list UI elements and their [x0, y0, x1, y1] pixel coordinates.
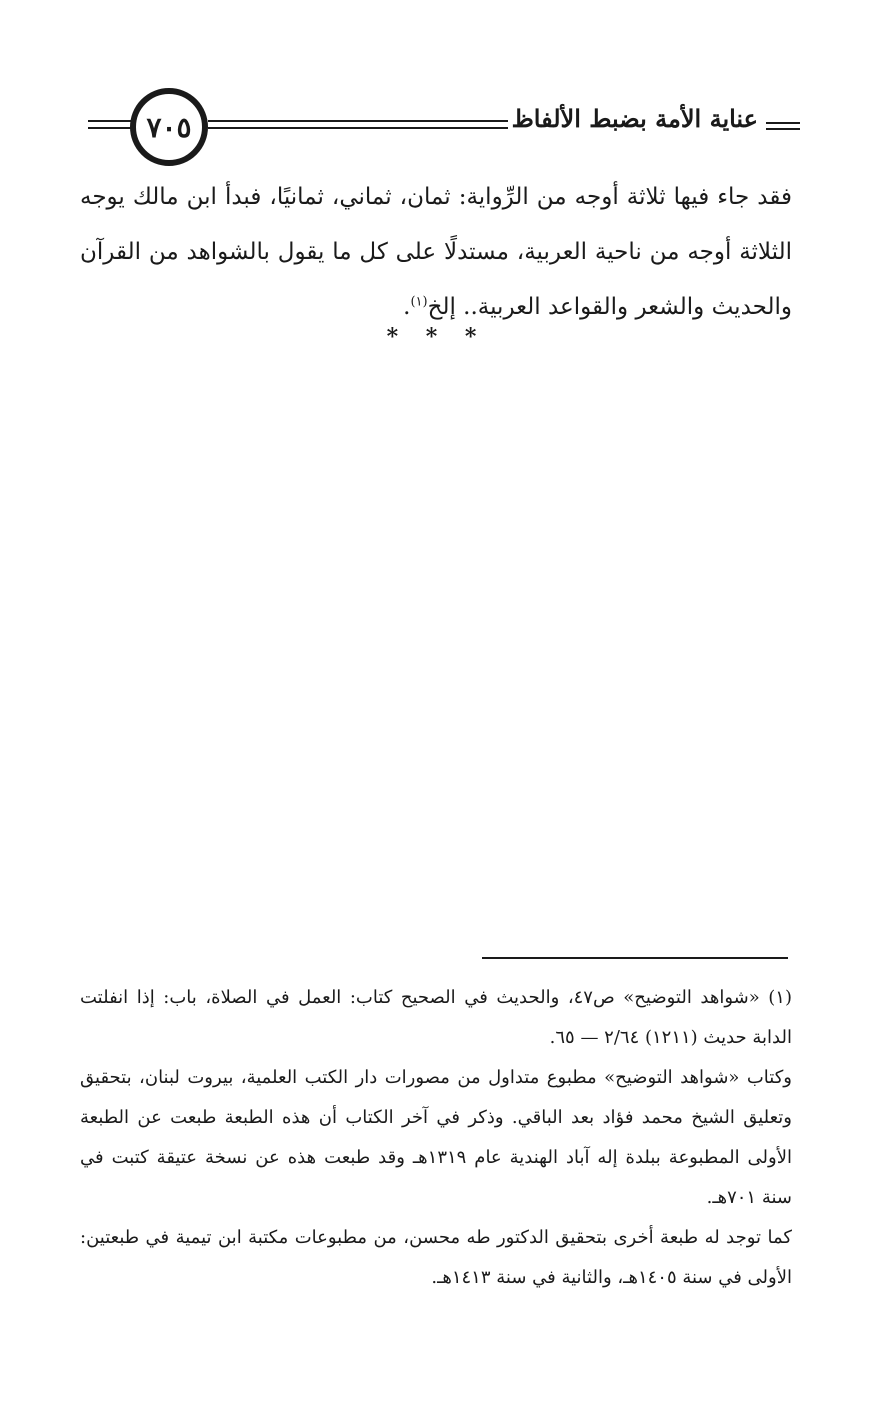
- header-rule-left: [88, 120, 132, 129]
- footnotes: [80, 978, 792, 1298]
- body-end-period: .: [403, 294, 411, 320]
- footnote-reference: (١): [410, 294, 428, 310]
- page-header: [80, 82, 800, 168]
- footnote-1-part-2: وكتاب «شواهد التوضيح» مطبوع متداول من مصورات دار الكتب العلمية، بيروت لبنان، بتحقيق وتعليق الشيخ محمد فؤاد بعد الباقي. وذكر في آخر الكتاب أن هذه الطبعة طبعت عن الطبعة الأولى المطبوعة ببلدة إله آباد الهندية عام ١٣١٩هـ وقد طبعت هذه عن نسخة عتيقة كتبت في سنة ٧٠١هـ.: [80, 1067, 792, 1208]
- header-rule-middle: [208, 120, 508, 129]
- body-paragraph: [80, 170, 792, 335]
- main-text: [80, 170, 792, 335]
- footnote-1-part-3: كما توجد له طبعة أخرى بتحقيق الدكتور طه محسن، من مطبوعات مكتبة ابن تيمية في طبعتين: الأولى في سنة ١٤٠٥هـ، والثانية في سنة ١٤١٣هـ.: [80, 1227, 792, 1288]
- page-number: ٧٠٥: [146, 110, 192, 144]
- page-number-badge: [130, 88, 208, 166]
- body-paragraph-text: فقد جاء فيها ثلاثة أوجه من الرِّواية: ثمان، ثماني، ثمانيًا، فبدأ ابن مالك يوجه الثلاثة أوجه من ناحية العربية، مستدلًا على كل ما يقول بالشواهد من القرآن والحديث والشعر والقواعد العربية.. إلخ: [80, 184, 792, 320]
- section-separator: * * *: [386, 324, 487, 350]
- footnote-1-part-1: (١) «شواهد التوضيح» ص٤٧، والحديث في الصحيح كتاب: العمل في الصلاة، باب: إذا انفلتت الدابة حديث (١٢١١) ٢/٦٤ — ٦٥.: [80, 987, 792, 1048]
- header-rule-right: [766, 122, 800, 130]
- footnote-divider: [482, 957, 788, 959]
- running-title: عناية الأمة بضبط الألفاظ: [511, 104, 758, 133]
